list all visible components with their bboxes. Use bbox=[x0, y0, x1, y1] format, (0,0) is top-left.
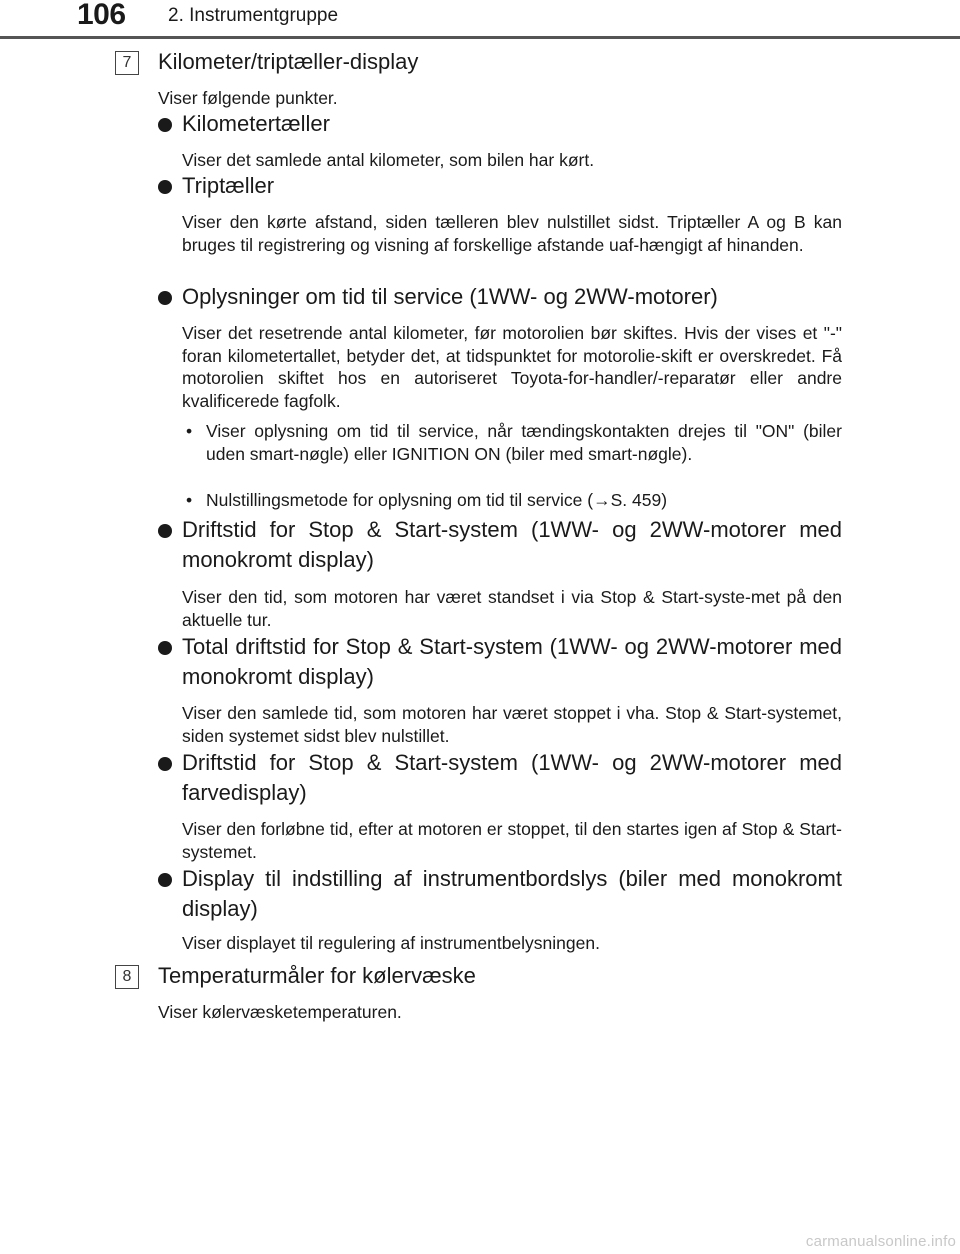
sub-bullet-dot: • bbox=[186, 490, 193, 510]
item-title: Display til indstilling af instrumentbordslys (biler med monokromt display) bbox=[182, 866, 842, 921]
section-intro: Viser kølervæsketemperaturen. bbox=[158, 1002, 402, 1022]
watermark-text: carmanualsonline.info bbox=[805, 1233, 956, 1250]
sub-bullet-item: • Nulstillingsmetode for oplysning om tid til service (→S. 459) bbox=[186, 490, 668, 510]
item-text: Viser den forløbne tid, efter at motoren er stoppet, til den startes igen af Stop & Start-systemet. bbox=[182, 819, 842, 862]
item-title: Triptæller bbox=[182, 173, 275, 198]
item-text: Viser det samlede antal kilometer, som bilen har kørt. bbox=[182, 150, 595, 170]
item-text: Viser den samlede tid, som motoren har været stoppet i vha. Stop & Start-systemet, siden systemet sidst blev nulstillet. bbox=[182, 703, 842, 746]
section-title: Temperaturmåler for kølervæske bbox=[158, 963, 476, 988]
header-rule bbox=[0, 36, 960, 39]
item-title: Oplysninger om tid til service (1WW- og 2WW-motorer) bbox=[182, 284, 718, 309]
item-title: Total driftstid for Stop & Start-system (1WW- og 2WW-motorer med monokromt display) bbox=[182, 634, 842, 689]
page-header bbox=[0, 0, 960, 40]
item-text: Viser den kørte afstand, siden tælleren blev nulstillet sidst. Triptæller A og B kan bruges til registrering og visning af forskellige afstande uaf-hængigt af hinanden. bbox=[182, 212, 842, 255]
section-number-7: 7 bbox=[115, 51, 139, 75]
sub-bullet-dot: • bbox=[186, 421, 193, 441]
section-intro: Viser følgende punkter. bbox=[158, 88, 338, 108]
item-title: Driftstid for Stop & Start-system (1WW- og 2WW-motorer med monokromt display) bbox=[182, 517, 842, 572]
section-number-8: 8 bbox=[115, 965, 139, 989]
item-text: Viser den tid, som motoren har været standset i via Stop & Start-syste-met på den aktuelle tur. bbox=[182, 587, 842, 630]
page-number: 106 bbox=[77, 0, 126, 31]
item-text: Viser det resetrende antal kilometer, før motorolien bør skiftes. Hvis der vises et "-" foran kilometertallet, betyder det, at tidspunktet for motorolie-skift er overskredet. Få motorolien skiftet hos en autoriseret Toyota-for-handler/-reparatør eller andre kvalificerede fagfolk. bbox=[182, 323, 842, 411]
item-text: Viser displayet til regulering af instrumentbelysningen. bbox=[182, 933, 600, 953]
section-title: Kilometer/triptæller-display bbox=[158, 49, 419, 74]
item-title: Kilometertæller bbox=[182, 111, 330, 136]
sub-bullet-item: • Viser oplysning om tid til service, når tændingskontakten drejes til "ON" (biler uden smart-nøgle) eller IGNITION ON (biler med smart-nøgle). bbox=[186, 421, 842, 464]
chapter-title: 2. Instrumentgruppe bbox=[168, 5, 339, 26]
item-title: Driftstid for Stop & Start-system (1WW- og 2WW-motorer med farvedisplay) bbox=[182, 750, 842, 805]
